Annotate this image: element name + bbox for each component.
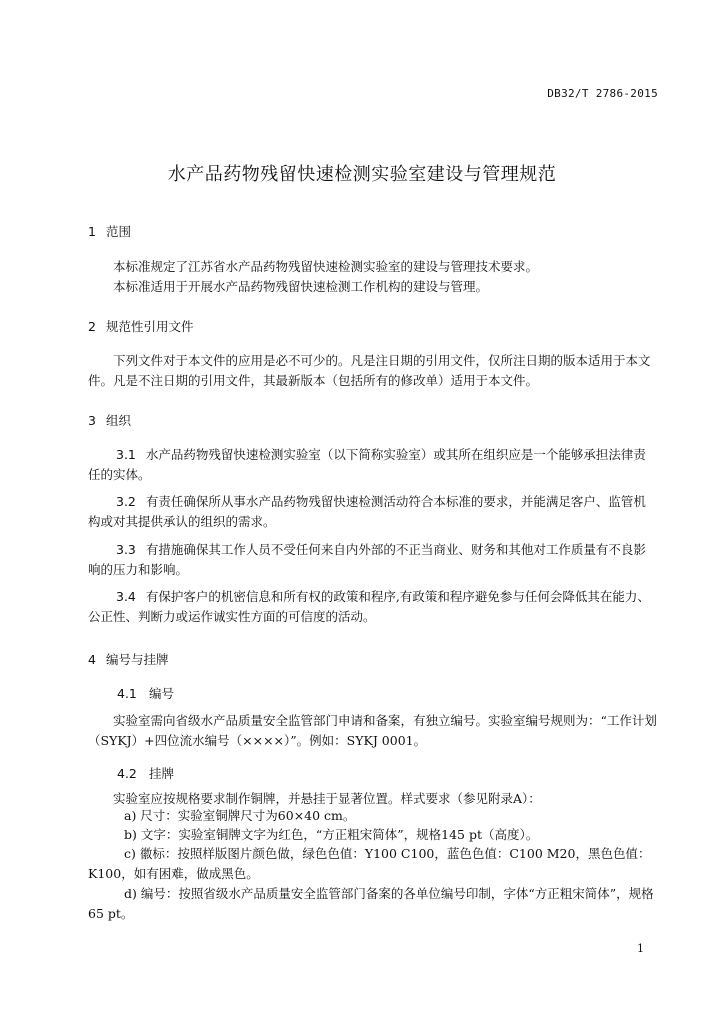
- paragraph: 实验室应按规格要求制作铜牌，并悬挂于显著位置。样式要求（参见附录A）：: [113, 791, 541, 806]
- section-title: 规范性引用文件: [106, 319, 194, 334]
- paragraph: 本标准适用于开展水产品药物残留快速检测工作机构的建设与管理。: [113, 279, 489, 294]
- clause-3-3: [88, 540, 658, 580]
- section-title: 编号与挂牌: [106, 652, 169, 667]
- section-number: 1: [88, 224, 96, 239]
- clause-3-1: [88, 445, 658, 485]
- section-2-heading: [88, 317, 194, 335]
- clause-text: 有保护客户的机密信息和所有权的政策和程序,有政策和程序避免参与任何会降低其在能力、公正性、判断力或运作诚实性方面的可信度的活动。: [88, 589, 650, 624]
- clause-text: 有措施确保其工作人员不受任何来自内外部的不正当商业、财务和其他对工作质量有不良影响的压力和影响。: [88, 542, 646, 577]
- section-3-heading: [88, 411, 131, 429]
- subsection-number: 4.2: [117, 766, 137, 781]
- section-number: 4: [88, 652, 96, 667]
- section-1-heading: [88, 222, 131, 240]
- clause-number: 3.3: [116, 542, 136, 557]
- clause-text: 有责任确保所从事水产品药物残留快速检测活动符合本标准的要求，并能满足客户、监管机构或对其提供承认的组织的需求。: [88, 494, 646, 529]
- subsection-number: 4.1: [117, 686, 137, 701]
- paragraph: 实验室需向省级水产品质量安全监管部门申请和备案，有独立编号。实验室编号规则为：“工作计划（SYKJ）+四位流水编号（××××）”。例如：SYKJ 0001。: [88, 713, 657, 748]
- paragraph: 本标准规定了江苏省水产品药物残留快速检测实验室的建设与管理技术要求。: [113, 259, 539, 274]
- clause-number: 3.4: [116, 589, 136, 604]
- section-number: 2: [88, 319, 96, 334]
- section-4-heading: [88, 650, 169, 668]
- subsection-title: 编号: [149, 686, 175, 701]
- document-code: DB32/T 2786-2015: [547, 87, 658, 100]
- clause-text: 水产品药物残留快速检测实验室（以下简称实验室）或其所在组织应是一个能够承担法律责任的实体。: [88, 447, 646, 482]
- list-item-a: a) 尺寸：实验室铜牌尺寸为60×40 cm。: [124, 808, 356, 823]
- clause-3-2: [88, 492, 658, 532]
- section-title: 组织: [106, 413, 132, 428]
- subsection-4-2-heading: [117, 764, 174, 782]
- list-item-b: b) 文字：实验室铜牌文字为红色，“方正粗宋简体”，规格145 pt（高度）。: [124, 827, 539, 842]
- clause-3-4: [88, 587, 658, 627]
- list-item-d: d) 编号：按照省级水产品质量安全监管部门备案的各单位编号印制，字体“方正粗宋简体”，规格65 pt。: [88, 886, 654, 921]
- section-number: 3: [88, 413, 96, 428]
- section-title: 范围: [106, 224, 132, 239]
- list-item-c: c) 徽标：按照样版图片颜色做，绿色色值：Y100 C100，蓝色色值：C100 M20，黑色色值：K100，如有困难，做成黑色。: [88, 846, 651, 881]
- subsection-title: 挂牌: [149, 766, 175, 781]
- subsection-4-1-heading: [117, 684, 174, 702]
- clause-number: 3.1: [116, 447, 136, 462]
- document-title: 水产品药物残留快速检测实验室建设与管理规范: [167, 164, 557, 185]
- paragraph: 下列文件对于本文件的应用是必不可少的。凡是注日期的引用文件，仅所注日期的版本适用于本文件。凡是不注日期的引用文件，其最新版本（包括所有的修改单）适用于本文件。: [88, 353, 651, 388]
- clause-number: 3.2: [116, 494, 136, 509]
- page-number: 1: [637, 942, 644, 955]
